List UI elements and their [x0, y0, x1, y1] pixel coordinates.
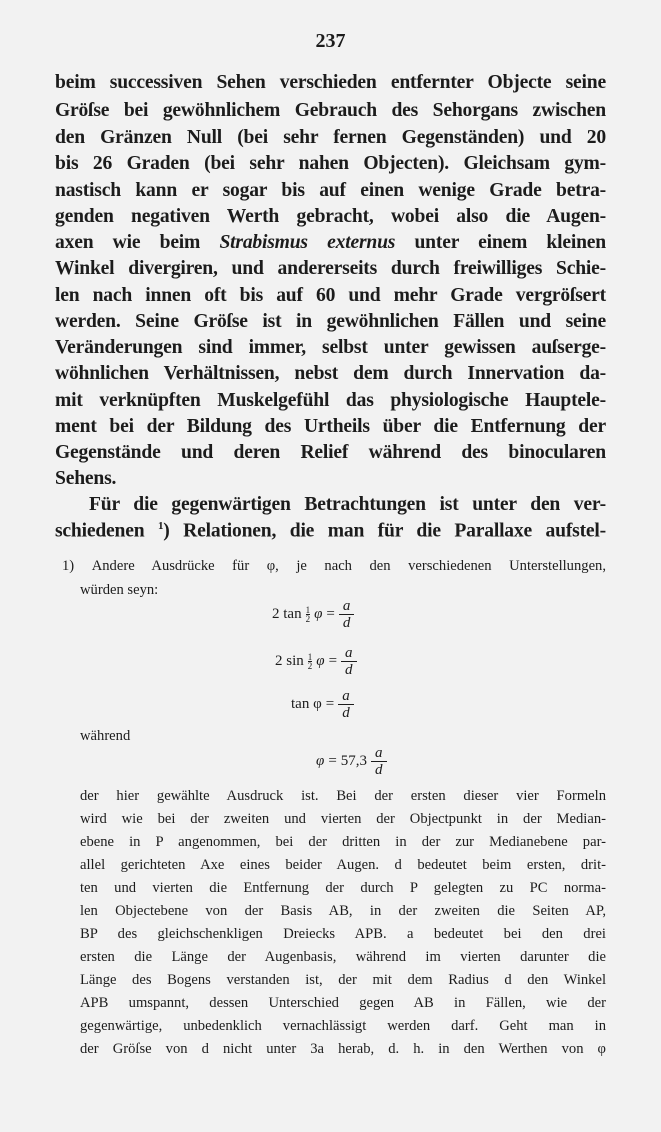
- body-line: Winkel divergiren, und andererseits durch freiwilliges Schie-: [55, 258, 606, 279]
- footnote-line: ten und vierten die Entfernung der durch P gelegten zu PC norma-: [80, 880, 606, 896]
- body-line: nastisch kann er sogar bis auf einen wenige Grade betra-: [55, 180, 606, 201]
- body-line: Gegenstände und deren Relief während des binocularen: [55, 442, 606, 463]
- numerator: a: [371, 745, 387, 762]
- body-line: genden negativen Werth gebracht, wobei also die Augen-: [55, 206, 606, 227]
- half-den: 2: [305, 614, 311, 624]
- text-run: schiedenen: [55, 520, 158, 542]
- phi-symbol: φ: [316, 753, 325, 769]
- footnote-text: Andere Ausdrücke für φ, je nach den verschiedenen Unterstellungen,: [91, 558, 606, 574]
- phi-symbol: φ: [316, 653, 325, 669]
- body-line: den Gränzen Null (bei sehr fernen Gegenständen) und 20: [55, 127, 606, 148]
- footnote-ref[interactable]: 1: [157, 520, 164, 532]
- formula-sin-half: [275, 645, 357, 678]
- body-line: ment bei der Bildung des Urtheils über die Entfernung der: [55, 416, 606, 437]
- denominator: d: [375, 762, 383, 778]
- body-line: werden. Seine Gröſse ist in gewöhnlichen Fällen und seine: [55, 311, 606, 332]
- formula-lhs: 2 sin: [275, 653, 304, 669]
- footnote-line: Länge des Bogens verstanden ist, der mit dem Radius d den Winkel: [80, 972, 606, 988]
- body-line: Für die gegenwärtigen Betrachtungen ist unter den ver-: [89, 494, 606, 515]
- half-num: 1: [307, 652, 313, 662]
- text-run: unter einem kleinen: [395, 232, 606, 253]
- fraction-half: [308, 653, 313, 670]
- footnote-line: der hier gewählte Ausdruck ist. Bei der ersten dieser vier Formeln: [80, 788, 606, 804]
- equals-sign: =: [325, 696, 335, 712]
- text-run: ) Relationen, die man für die Parallaxe aufstel-: [163, 520, 606, 542]
- body-line: Veränderungen sind immer, selbst unter gewissen auſserge-: [55, 337, 606, 358]
- formula-phi: [316, 745, 387, 778]
- formula-tan: [291, 688, 354, 721]
- body-line: mit verknüpften Muskelgefühl das physiologische Hauptele-: [55, 390, 606, 411]
- page-number: 237: [315, 30, 346, 52]
- footnote-line: gegenwärtige, unbedenklich vernachlässigt werden darf. Geht man in: [80, 1018, 606, 1034]
- equals-sign: =: [328, 653, 338, 669]
- denominator: d: [342, 615, 351, 631]
- footnote-line: der Gröſse von d nicht unter 3a herab, d. h. in den Werthen von φ: [80, 1041, 606, 1057]
- body-line: [55, 520, 606, 543]
- footnote-line: APB umspannt, dessen Unterschied gegen AB in Fällen, wie der: [80, 995, 606, 1011]
- numerator: a: [341, 645, 357, 662]
- fraction: [338, 688, 354, 721]
- numerator: a: [339, 598, 355, 615]
- footnote-line: allel gerichteten Axe eines beider Augen. d bedeutet beim ersten, drit-: [80, 857, 606, 873]
- half-den: 2: [307, 661, 313, 671]
- body-line: bis 26 Graden (bei sehr nahen Objecten). Gleichsam gym-: [55, 153, 606, 174]
- formula-tan-half: [272, 598, 354, 631]
- italic-term: Strabismus externus: [219, 232, 396, 253]
- body-line: Gröſse bei gewöhnlichem Gebrauch des Sehorgans zwischen: [55, 100, 606, 121]
- phi-symbol: φ: [314, 606, 323, 622]
- body-line: beim successiven Sehen verschieden entfernter Objecte seine: [55, 72, 606, 93]
- fraction: [341, 645, 357, 678]
- equals-sign: =: [326, 606, 335, 622]
- fraction-half: [306, 606, 311, 623]
- body-line: [55, 232, 606, 254]
- denominator: d: [345, 662, 353, 678]
- footnote-marker: 1): [62, 558, 75, 574]
- footnote-line: len Objectebene von der Basis AB, in der zweiten die Seiten AP,: [80, 903, 606, 919]
- half-num: 1: [305, 605, 311, 615]
- coefficient: 57,3: [340, 753, 368, 769]
- footnote-line: ersten die Länge der Augenbasis, während im vierten darunter die: [80, 949, 606, 965]
- footnote-line: ebene in P angenommen, bei der dritten in der zur Medianebene par-: [80, 834, 606, 850]
- footnote-line: [62, 558, 606, 575]
- numerator: a: [338, 688, 354, 705]
- footnote-line: BP des gleichschenkligen Dreiecks APB. a bedeutet bei den drei: [80, 926, 606, 942]
- footnote-line: wird wie bei der zweiten und vierten der Objectpunkt in der Median-: [80, 811, 606, 827]
- footnote-line: während: [80, 728, 131, 744]
- fraction: [339, 598, 355, 631]
- footnote-line: würden seyn:: [80, 582, 159, 598]
- denominator: d: [342, 705, 350, 721]
- formula-lhs: tan φ: [291, 696, 322, 712]
- formula-lhs: 2 tan: [272, 606, 302, 622]
- text-run: axen wie beim: [55, 232, 220, 253]
- body-line: wöhnlichen Verhältnissen, nebst dem durch Innervation da-: [55, 363, 606, 384]
- fraction: [371, 745, 387, 778]
- body-line: Sehens.: [55, 468, 117, 489]
- equals-sign: =: [328, 753, 337, 769]
- body-line: len nach innen oft bis auf 60 und mehr Grade vergröſsert: [55, 285, 606, 306]
